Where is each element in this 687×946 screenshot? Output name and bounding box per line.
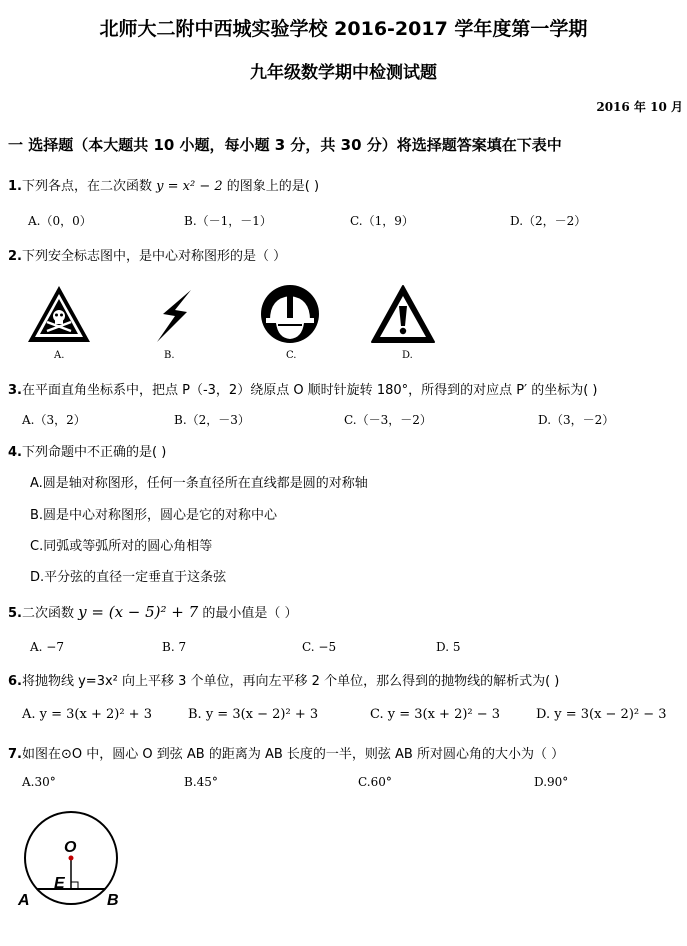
helmet-icon <box>256 284 324 344</box>
question-formula: y = x² − 2 <box>156 179 223 194</box>
question-3 <box>8 379 597 398</box>
lightning-icon <box>153 288 195 344</box>
question-text: 下列命题中不正确的是( ) <box>21 445 167 460</box>
question-6 <box>8 670 559 689</box>
q7-option-b: B.45° <box>184 775 218 789</box>
question-text: 在平面直角坐标系中，把点 P（-3，2）绕原点 O 顺时针旋转 180°，所得到的对应点 P′ 的坐标为( ) <box>21 383 598 398</box>
q2-option-c: C. <box>286 350 297 361</box>
q3-option-d: D.（3，－2） <box>538 413 615 427</box>
question-text: 下列安全标志图中，是中心对称图形的是（ ） <box>21 249 287 264</box>
exam-date: 2016 年 10 月 <box>596 100 683 114</box>
question-number: 1. <box>8 179 22 194</box>
question-formula: y = (x − 5)² + 7 <box>78 603 199 621</box>
q7-option-d: D.90° <box>534 775 569 789</box>
question-5 <box>8 602 297 621</box>
question-text: 的最小值是（ ） <box>202 606 298 621</box>
exam-title: 北师大二附中西城实验学校 2016-2017 学年度第一学期 <box>99 18 588 40</box>
right-angle-mark <box>71 882 78 889</box>
q2-option-d: D. <box>402 350 413 361</box>
q6-option-a: A. y = 3(x + 2)² + 3 <box>22 707 152 722</box>
question-number: 6. <box>8 674 22 689</box>
q5-option-d: D. 5 <box>436 640 461 654</box>
exclamation-warning-icon <box>370 284 436 344</box>
q3-option-c: C.（－3，－2） <box>344 413 432 427</box>
q2-option-b: B. <box>164 350 175 361</box>
question-text: 如图在⊙O 中，圆心 O 到弦 AB 的距离为 AB 长度的一半，则弦 AB 所对圆心角的大小为（ ） <box>21 747 565 762</box>
q7-option-a: A.30° <box>22 775 56 789</box>
label-e: E <box>54 875 65 892</box>
question-2 <box>8 245 286 264</box>
question-text: 下列各点，在二次函数 <box>21 179 152 194</box>
exam-subtitle: 九年级数学期中检测试题 <box>250 63 437 83</box>
q6-option-c: C. y = 3(x + 2)² − 3 <box>370 707 501 722</box>
q4-option-b: B.圆是中心对称图形，圆心是它的对称中心 <box>30 508 278 523</box>
q5-option-b: B. 7 <box>162 640 187 654</box>
question-number: 2. <box>8 249 22 264</box>
q1-option-d: D.（2，－2） <box>510 214 587 228</box>
question-1 <box>8 175 319 194</box>
question-text: 二次函数 <box>21 606 74 621</box>
label-o: O <box>64 839 77 856</box>
center-point <box>69 856 74 861</box>
q6-option-d: D. y = 3(x − 2)² − 3 <box>536 707 667 722</box>
q3-option-b: B.（2，－3） <box>174 413 250 427</box>
q1-option-b: B.（－1，－1） <box>184 214 272 228</box>
question-7 <box>8 743 564 762</box>
q6-option-b: B. y = 3(x − 2)² + 3 <box>188 707 319 722</box>
q1-option-a: A.（0，0） <box>28 214 92 228</box>
q5-option-a: A. −7 <box>30 640 64 654</box>
question-number: 7. <box>8 747 22 762</box>
question-text: 的图象上的是( ) <box>226 179 320 194</box>
q4-option-d: D.平分弦的直径一定垂直于这条弦 <box>30 570 227 585</box>
question-number: 4. <box>8 445 22 460</box>
q3-option-a: A.（3，2） <box>22 413 86 427</box>
q4-option-c: C.同弧或等弧所对的圆心角相等 <box>30 539 213 554</box>
section-title: 一 选择题（本大题共 10 小题，每小题 3 分，共 30 分）将选择题答案填在下表中 <box>8 136 562 154</box>
question-number: 5. <box>8 606 22 621</box>
label-b: B <box>107 892 119 909</box>
circle-figure <box>14 812 134 912</box>
q1-option-c: C.（1，9） <box>350 214 414 228</box>
toxic-warning-icon <box>26 284 92 344</box>
question-number: 3. <box>8 383 22 398</box>
q7-option-c: C.60° <box>358 775 392 789</box>
q5-option-c: C. −5 <box>302 640 337 654</box>
question-4 <box>8 441 166 460</box>
q2-option-a: A. <box>54 350 65 361</box>
label-a: A <box>18 892 30 909</box>
q4-option-a: A.圆是轴对称图形，任何一条直径所在直线都是圆的对称轴 <box>30 476 368 491</box>
question-text: 将抛物线 y=3x² 向上平移 3 个单位，再向左平移 2 个单位，那么得到的抛物线的解析式为( ) <box>21 674 560 689</box>
